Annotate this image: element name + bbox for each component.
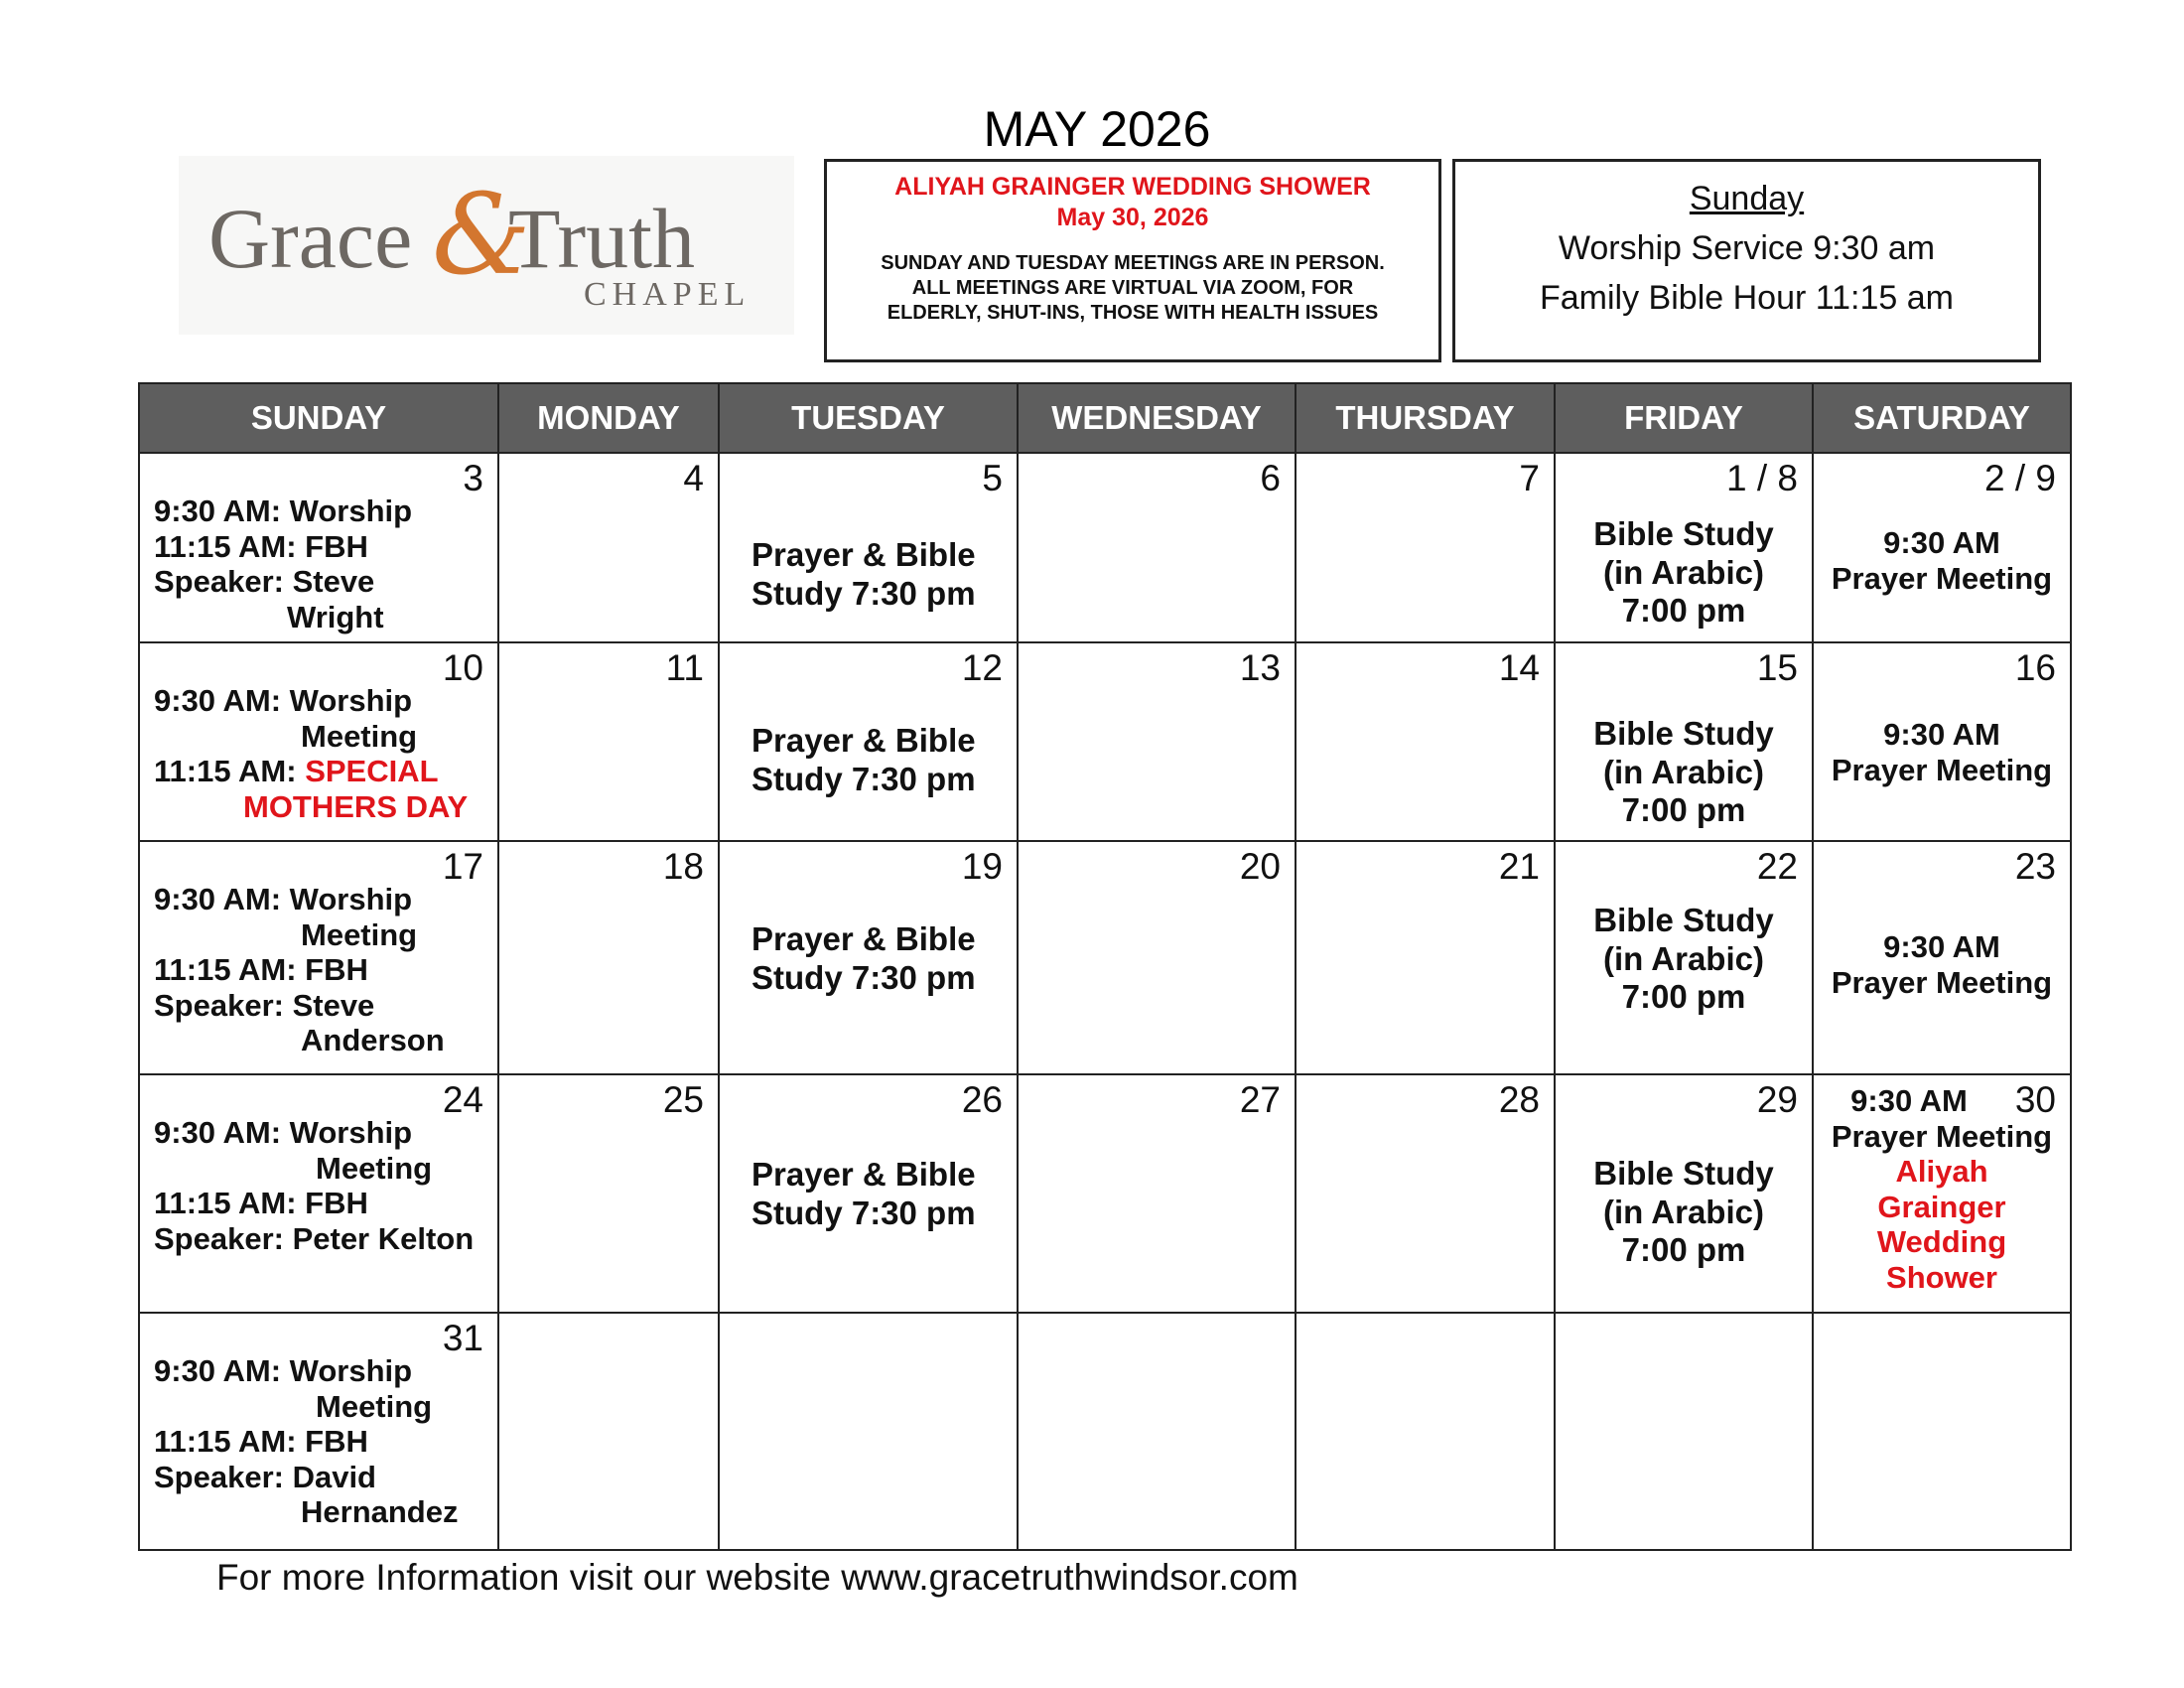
- event-line: Speaker: Steve: [154, 987, 375, 1023]
- event-line: Bible Study: [1593, 1155, 1774, 1192]
- day-cell: [498, 453, 719, 642]
- day-cell: [139, 1074, 498, 1313]
- friday-event: [1556, 1155, 1812, 1270]
- day-number: 22: [1756, 846, 1798, 887]
- event-line: 9:30 AM: Worship: [154, 1115, 413, 1150]
- day-number: 16: [2014, 647, 2056, 688]
- event-line: Bible Study: [1593, 715, 1774, 752]
- week-row: [139, 1313, 2071, 1550]
- event-line: [154, 754, 487, 789]
- event-line: Speaker: Steve: [154, 564, 375, 599]
- friday-event: [1556, 902, 1812, 1017]
- wedding-shower-line: Aliyah: [1895, 1154, 1988, 1189]
- sunday-schedule-box: [1452, 159, 2041, 362]
- day-number: 14: [1498, 647, 1540, 688]
- day-cell: [498, 1313, 719, 1550]
- event-line: Speaker: David: [154, 1459, 376, 1494]
- day-cell: [498, 1074, 719, 1313]
- header-thursday: THURSDAY: [1296, 383, 1555, 453]
- day-cell: [719, 453, 1018, 642]
- wedding-shower-line: Shower: [1886, 1259, 1997, 1295]
- day-number: 31: [442, 1318, 483, 1358]
- day-number: 17: [442, 846, 483, 887]
- day-number: 24: [442, 1079, 483, 1120]
- day-cell: [1018, 841, 1296, 1074]
- event-line: Study 7:30 pm: [751, 1195, 976, 1231]
- day-number: 25: [662, 1079, 704, 1120]
- tuesday-event: [751, 1155, 1013, 1232]
- sunday-events: [154, 683, 487, 824]
- event-line: Study 7:30 pm: [751, 575, 976, 612]
- event-line: Prayer & Bible: [751, 536, 976, 573]
- day-cell: [1555, 453, 1813, 642]
- event-line: 7:00 pm: [1621, 791, 1746, 828]
- day-cell: [719, 1313, 1018, 1550]
- day-number: 1 / 8: [1726, 458, 1798, 498]
- day-number: 20: [1239, 846, 1281, 887]
- sunday-worship-time: Worship Service 9:30 am: [1558, 229, 1936, 267]
- day-cell: [139, 1313, 498, 1550]
- day-cell: [1813, 1074, 2071, 1313]
- day-number: 11: [665, 647, 704, 688]
- event-line: Anderson: [301, 1023, 445, 1057]
- tuesday-event: [751, 721, 1013, 798]
- day-number: 26: [961, 1079, 1003, 1120]
- day-cell: [1296, 841, 1555, 1074]
- week-row: [139, 1074, 2071, 1313]
- header-wednesday: WEDNESDAY: [1018, 383, 1296, 453]
- sunday-events: [154, 1353, 487, 1530]
- weekday-header-row: [139, 383, 2071, 453]
- event-line: (in Arabic): [1603, 753, 1764, 790]
- logo-truth: Truth: [508, 191, 696, 286]
- event-line: 11:15 AM: FBH: [154, 1186, 368, 1220]
- day-number: 27: [1239, 1079, 1281, 1120]
- day-number: 21: [1498, 846, 1540, 887]
- day-number: 13: [1239, 647, 1281, 688]
- day-cell: [1813, 642, 2071, 841]
- saturday-30-events: [1814, 1083, 2070, 1295]
- day-cell: [719, 841, 1018, 1074]
- event-line: Prayer Meeting: [1831, 561, 2053, 596]
- event-line: Study 7:30 pm: [751, 761, 976, 797]
- day-cell: [1813, 453, 2071, 642]
- header-friday: FRIDAY: [1555, 383, 1813, 453]
- sunday-events: [154, 882, 487, 1058]
- day-number: 6: [1260, 458, 1281, 498]
- week-row: [139, 453, 2071, 642]
- day-cell: [1813, 841, 2071, 1074]
- day-number: 2 / 9: [1984, 458, 2056, 498]
- event-line: Prayer & Bible: [751, 1156, 976, 1193]
- day-cell: [1018, 453, 1296, 642]
- day-cell: [719, 1074, 1018, 1313]
- event-line: Bible Study: [1593, 515, 1774, 552]
- day-number: 15: [1756, 647, 1798, 688]
- event-line: 9:30 AM: [1883, 929, 2000, 964]
- church-logo: [179, 156, 794, 335]
- day-cell: [1555, 1074, 1813, 1313]
- website-footer: For more Information visit our website www.gracetruthwindsor.com: [216, 1557, 1298, 1598]
- logo-graphic: [179, 156, 794, 335]
- day-cell: [1296, 1313, 1555, 1550]
- sunday-bible-hour-time: Family Bible Hour 11:15 am: [1540, 279, 1954, 317]
- day-cell: [1813, 1313, 2071, 1550]
- day-cell: [1296, 453, 1555, 642]
- day-number: 28: [1498, 1079, 1540, 1120]
- event-time: 11:15 AM:: [154, 754, 306, 788]
- event-line: Speaker: Peter Kelton: [154, 1220, 475, 1256]
- week-row: [139, 841, 2071, 1074]
- event-line: Bible Study: [1593, 902, 1774, 938]
- day-number: 12: [961, 647, 1003, 688]
- logo-chapel: CHAPEL: [584, 276, 751, 313]
- wedding-shower-line: Wedding: [1876, 1224, 2007, 1259]
- day-number: 10: [442, 647, 483, 688]
- day-cell: [139, 453, 498, 642]
- day-number: 3: [463, 458, 483, 498]
- event-line: 11:15 AM: FBH: [154, 528, 368, 564]
- event-line: 7:00 pm: [1621, 1231, 1746, 1268]
- day-cell: [139, 841, 498, 1074]
- month-calendar: [138, 382, 2072, 1551]
- header-monday: MONDAY: [498, 383, 719, 453]
- event-line: Hernandez: [301, 1494, 459, 1529]
- event-line: Meeting: [301, 916, 418, 952]
- notice-line-2: ALL MEETINGS ARE VIRTUAL VIA ZOOM, FOR: [911, 277, 1354, 299]
- event-line: Prayer Meeting: [1831, 1118, 2053, 1154]
- event-line: 9:30 AM: [1850, 1083, 1968, 1118]
- header-tuesday: TUESDAY: [719, 383, 1018, 453]
- day-number: 4: [683, 458, 704, 498]
- notice-line-1: SUNDAY AND TUESDAY MEETINGS ARE IN PERSON.: [881, 252, 1385, 274]
- day-number: 18: [662, 846, 704, 887]
- day-cell: [139, 642, 498, 841]
- logo-ampersand: &: [432, 171, 531, 300]
- event-line: 9:30 AM: [1883, 717, 2000, 752]
- special-event-label: MOTHERS DAY: [243, 788, 469, 824]
- event-line: 11:15 AM: FBH: [154, 952, 368, 987]
- event-line: 7:00 pm: [1621, 592, 1746, 629]
- event-line: 9:30 AM: Worship: [154, 683, 413, 718]
- day-number: 29: [1756, 1079, 1798, 1120]
- event-line: Meeting: [301, 718, 418, 754]
- day-cell: [719, 642, 1018, 841]
- saturday-event: [1814, 525, 2070, 597]
- event-line: Meeting: [316, 1150, 433, 1186]
- week-row: [139, 642, 2071, 841]
- tuesday-event: [751, 919, 1013, 997]
- saturday-event: [1814, 929, 2070, 1001]
- day-cell: [498, 841, 719, 1074]
- header-sunday: SUNDAY: [139, 383, 498, 453]
- day-cell: [498, 642, 719, 841]
- day-cell: [1555, 642, 1813, 841]
- friday-event: [1556, 715, 1812, 830]
- event-line: 7:00 pm: [1621, 978, 1746, 1015]
- sunday-heading: Sunday: [1689, 180, 1805, 217]
- event-line: 9:30 AM: Worship: [154, 1353, 413, 1388]
- wedding-shower-notice: [824, 159, 1441, 362]
- notice-date: May 30, 2026: [1056, 204, 1209, 231]
- day-number: 30: [2014, 1079, 2056, 1120]
- day-cell: [1296, 1074, 1555, 1313]
- saturday-event: [1814, 717, 2070, 788]
- day-cell: [1555, 841, 1813, 1074]
- friday-event: [1556, 515, 1812, 631]
- sunday-events: [154, 1115, 487, 1256]
- day-number: 23: [2014, 846, 2056, 887]
- notice-headline: ALIYAH GRAINGER WEDDING SHOWER: [894, 173, 1371, 201]
- tuesday-event: [751, 535, 1013, 613]
- event-line: (in Arabic): [1603, 1193, 1764, 1230]
- special-event-label: SPECIAL: [305, 754, 439, 788]
- event-line: Prayer Meeting: [1831, 753, 2053, 787]
- day-cell: [1555, 1313, 1813, 1550]
- day-number: 5: [982, 458, 1003, 498]
- event-line: Study 7:30 pm: [751, 959, 976, 996]
- event-line: (in Arabic): [1603, 939, 1764, 977]
- day-cell: [1018, 642, 1296, 841]
- event-line: 11:15 AM: FBH: [154, 1424, 368, 1459]
- logo-grace: Grace: [208, 191, 413, 286]
- day-cell: [1018, 1313, 1296, 1550]
- notice-line-3: ELDERLY, SHUT-INS, THOSE WITH HEALTH ISSUES: [887, 302, 1379, 324]
- event-line: Wright: [287, 599, 384, 634]
- event-line: Meeting: [316, 1388, 433, 1424]
- day-cell: [1296, 642, 1555, 841]
- event-line: 9:30 AM: [1883, 525, 2000, 560]
- event-line: Prayer Meeting: [1831, 965, 2053, 1000]
- sunday-events: [154, 493, 487, 634]
- header-saturday: SATURDAY: [1813, 383, 2071, 453]
- day-cell: [1018, 1074, 1296, 1313]
- event-line: 9:30 AM: Worship: [154, 493, 413, 528]
- calendar-title: MAY 2026: [983, 101, 1211, 157]
- event-line: Prayer & Bible: [751, 722, 976, 759]
- event-line: Prayer & Bible: [751, 920, 976, 957]
- day-number: 7: [1519, 458, 1540, 498]
- day-number: 19: [961, 846, 1003, 887]
- event-line: (in Arabic): [1603, 553, 1764, 591]
- wedding-shower-line: Grainger: [1877, 1189, 2006, 1224]
- event-line: 9:30 AM: Worship: [154, 882, 413, 916]
